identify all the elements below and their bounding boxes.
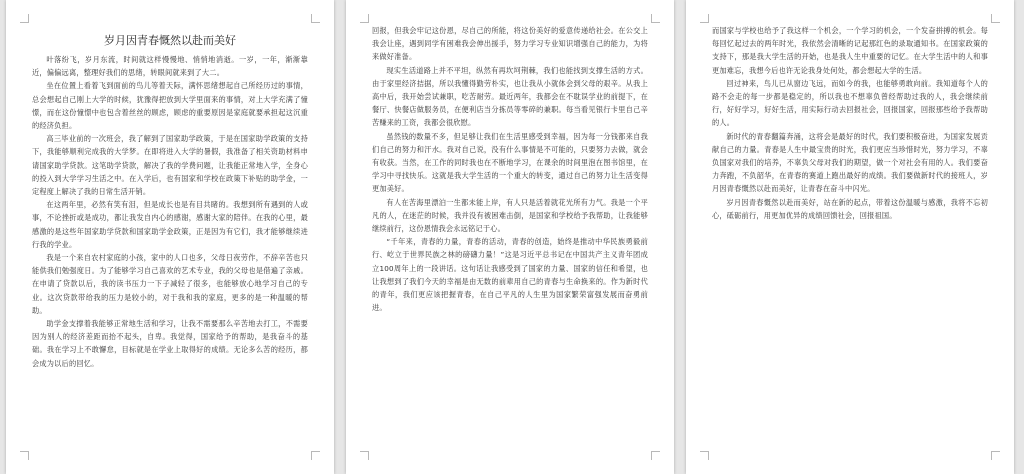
paragraph: 高三毕业前的一次班会，我了解到了国家助学政策，于是在国家助学政策的支持下，我能够顺利完成我的大学梦。在即将进入大学的暑假，我准备了相关资助材料申请国家助学贷款。这笔助学贷款，解决了我的学费问题，让我能正常地入学，全身心的投入到大学学习生活之中。在入学后，也有国家和学校在政策下补贴的助学金，一定程度上解决了我的日常生活开销。 [32, 134, 308, 197]
paragraph: 现实生活道路上并不平坦，纵然有再坎坷荆棘，我们也能找到支撑生活的方式。由于家里经济拮据，所以我懂得勤劳朴实，也让我从小就体会到父母的艰辛。从我上高中后，我开始尝试兼职，吃苦耐劳。最近两年，我都会在不耽误学业的前提下，在餐厅、快餐店做服务员，在便利店当分拣员等零碎的兼职。每当看见银行卡里自己辛苦赚来的工资，我都会很欣慰。 [372, 65, 648, 128]
corner-mark [360, 14, 369, 23]
corner-mark [700, 451, 709, 460]
paragraph: 叶落纷飞，岁月东流，时间就这样慢慢地、悄悄地消逝。一岁，一年，渐渐靠近，偏偏远离，整理好我们的思绪，转眼间就来到了大二。 [32, 55, 308, 78]
corner-mark [991, 451, 1000, 460]
paragraph: 虽然钱的数量不多，但足够让我们在生活里感受到幸福，因为每一分钱都来自我们自己的努力和汗水。我对自己说，没有什么事情是不可能的，只要努力去做，就会有收获。当然，在工作的同时我也在不断地学习，在课余的时间里泡在图书馆里，在学习中寻找快乐。这就是我大学生活的一个重大的转变，通过自己的努力让生活变得更加美好。 [372, 131, 648, 194]
corner-mark [311, 14, 320, 23]
document-title: 岁月因青春慨然以赴而美好 [104, 34, 236, 47]
paragraph: 回报，但我会牢记这份恩，尽自己的所能，将这份美好的爱意传递给社会。在公交上我会让座，遇到同学有困难我会伸出援手，努力学习专业知识增强自己的能力，为将来做好准备。 [372, 26, 648, 62]
corner-mark [651, 14, 660, 23]
paragraph: 回过神来，鸟儿已从窗边飞远，而如今的我，也能够勇敢向前。我知道每个人的路不会走的每一步都是稳定的，所以我也不想辜负曾经帮助过我的人，我会继续前行，好好学习，好好生活，用实际行动去回报社会，回报国家，回报那些给予我帮助的人。 [712, 78, 988, 128]
document-page-3 [686, 0, 1014, 474]
paragraph: 新时代的青春翻篇奔涌，这将会是最好的时代，我们要积极奋进，为国家发展贡献自己的力量。青春是人生中最宝贵的时光，我们更应当珍惜时光，努力学习，不辜负国家对我们的培养，不辜负父母对我们的期望，做一个对社会有用的人。我们要奋力奔跑，不负韶华，在青春的赛道上跑出最好的成绩。我们要做新时代的接班人，岁月因青春慨然以赴而美好，让青春在奋斗中闪光。 [712, 131, 988, 194]
corner-mark [311, 451, 320, 460]
paragraph: “千年来，青春的力量，青春的活动，青春的创造，始终是推动中华民族勇毅前行、屹立于世界民族之林的磅礴力量！”这是习近平总书记在中国共产主义青年团成立100周年上的一段讲话。这句话让我感受到了国家的力量、国家的信任和希望，也让我想到了我们今天的幸福是由无数的前辈用自己的青春与生命换来的。作为新时代的青年，我们更应该把握青春，在自己平凡的人生里为国家繁荣富强发展而奋勇前进。 [372, 237, 648, 313]
corner-mark [360, 451, 369, 460]
page-content[interactable] [32, 24, 308, 466]
corner-mark [991, 14, 1000, 23]
paragraph: 助学金支撑着我能够正常地生活和学习，让我不需要那么辛苦地去打工，不需要因为别人的经济差距而抬不起头，自卑。我觉得，国家给予的帮助，是我奋斗的基础。我在学习上不敢懈怠，目标就是在学业上取得好的成绩。无论多么苦的经历，都会成为以后的回忆。 [32, 319, 308, 368]
document-page-2 [346, 0, 674, 474]
corner-mark [700, 14, 709, 23]
page-content[interactable] [372, 24, 648, 466]
paragraph: 我是一个来自农村家庭的小孩，家中的人口也多，父母日夜劳作，不辞辛苦也只能供我们勉强度日。为了能够学习自己喜欢的艺术专业，我的父母也是借遍了亲戚。在申请了贷款以后，我的读书压力一下子减轻了很多，也能够放心地学习自己的专业。这次贷款带给我的压力是较小的，对于我和我的家庭，更多的是一种温暖的帮助。 [32, 253, 308, 315]
paragraph: 有人在苦海里漂泊一生都未能上岸，有人只是活着就花光所有力气。我是一个平凡的人，在迷茫的时候，我并没有被困难击倒，是国家和学校给予我帮助，让我能够继续前行，这份恩情我会永远铭记于心。 [372, 197, 648, 234]
paragraph: 在这两年里，必然有笑有泪，但是成长也是有目共睹的。我想到所有遇到的人或事，不论挫折或是成功，都让我发自内心的感谢，感谢大家的陪伴。在我的心里，最感激的是这些年国家助学贷款和国家助学金政策，正是因为有它们，我才能够继续进行我的学业。 [32, 200, 308, 249]
corner-mark [20, 451, 29, 460]
document-page-1 [6, 0, 334, 474]
page-content[interactable] [712, 24, 988, 466]
paragraph: 而国家与学校也给予了我这样一个机会，一个学习的机会，一个发奋拼搏的机会。每每回忆起过去的两年时光，我依然会清晰的记起那红色的录取通知书。在国家政策的支持下，那是我大学生活的开始，也是我人生中重要的记忆。在大学生活中的人和事更加难忘，我想今后也许无论我身处何处，都会想起大学的生活。 [712, 26, 988, 75]
corner-mark [651, 451, 660, 460]
corner-mark [20, 14, 29, 23]
paragraph: 岁月因青春慨然以赴而美好，站在新的起点，带着这份温暖与感激，我将不忘初心，砥砺前行，用更加优异的成绩回馈社会，回报祖国。 [712, 197, 988, 220]
paragraph: 坐在位置上看着飞到面前的鸟儿等着天际，满怀思绪想起自己所经历过的事情，总会想起自己刚上大学的时候，犹豫得把放到大学里面来的事情，对上大学充满了憧憬，而在这份憧憬中也包含着丝丝的顾虑，顾虑的重要原因是家庭就要承担起这沉重的经济负担。 [32, 81, 308, 131]
